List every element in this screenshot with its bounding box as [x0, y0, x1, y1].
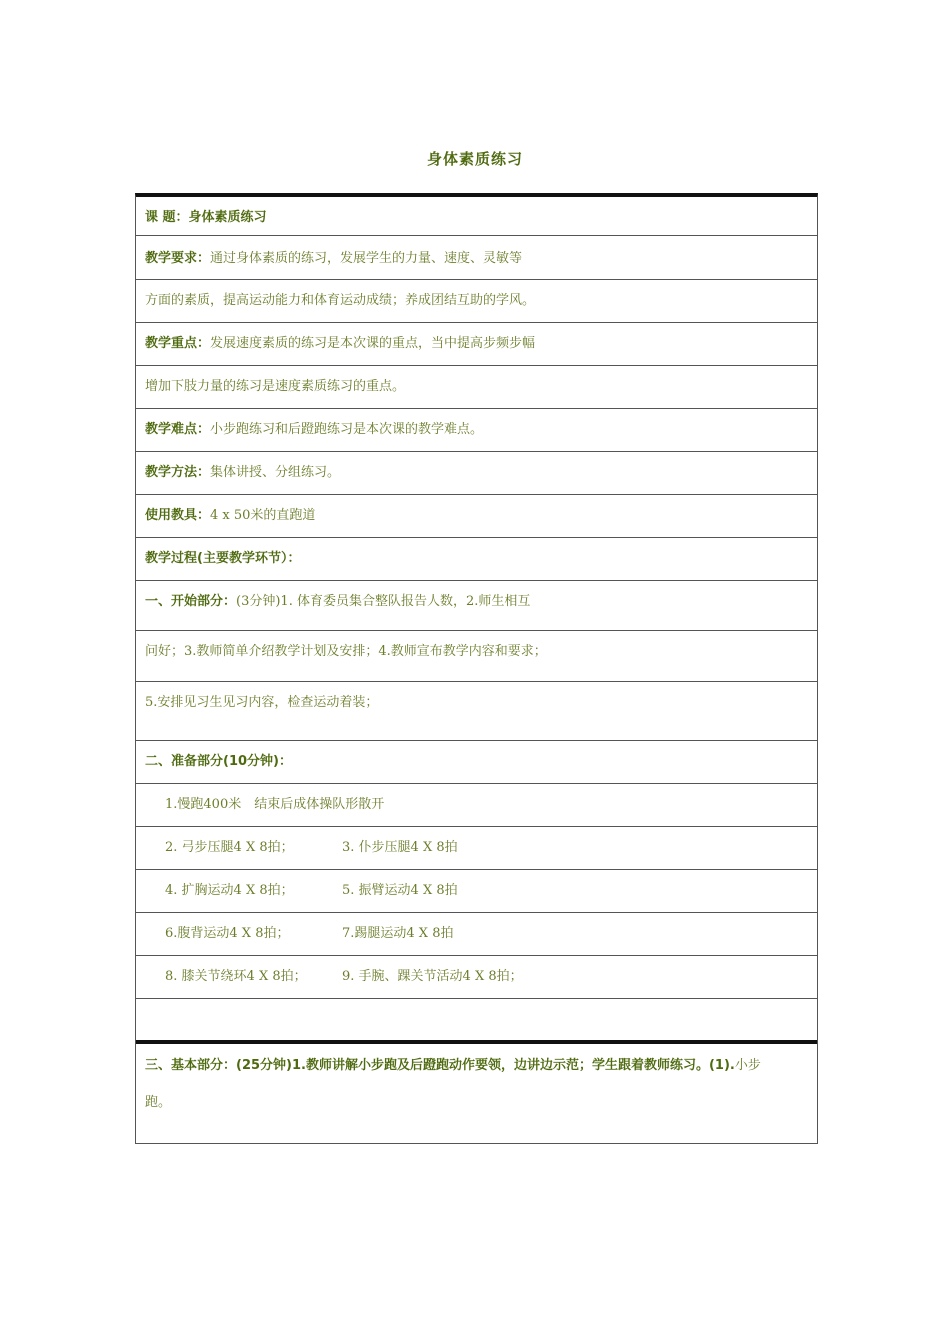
process-label: 教学过程(主要教学环节）：: [145, 551, 301, 566]
prep-item-9: 9. 手腕、踝关节活动4 X 8拍；: [342, 969, 523, 984]
basic-part-text-tail: 小步: [734, 1058, 761, 1073]
prep-item-2: 2. 弓步压腿4 X 8拍；: [165, 840, 294, 855]
table-row-empty: [136, 999, 817, 1044]
start-part-text-2: 问好；3.教师简单介绍教学计划及安排；4.教师宣布教学内容和要求；: [145, 644, 547, 659]
table-row-process: [136, 538, 817, 581]
prep-part-label: 二、准备部分(10分钟)：: [145, 754, 292, 769]
start-part-label: 一、开始部分：: [145, 594, 237, 609]
topic-value: 身体素质练习: [188, 210, 267, 225]
table-row-basic-part: [136, 1044, 817, 1143]
difficulties-label: 教学难点：: [145, 422, 211, 437]
topic-label: 课 题：: [145, 210, 189, 225]
prep-item-6: 6.腹背运动4 X 8拍；: [165, 926, 290, 941]
table-row-prep-4: [136, 913, 817, 956]
table-row-prep-1: [136, 784, 817, 827]
table-row-methods: [136, 452, 817, 495]
key-points-text-1: 发展速度素质的练习是本次课的重点，当中提高步频步幅: [210, 336, 536, 351]
prep-item-8: 8. 膝关节绕环4 X 8拍；: [165, 969, 307, 984]
prep-item-3: 3. 仆步压腿4 X 8拍: [342, 840, 458, 855]
prep-item-5: 5. 振臂运动4 X 8拍: [342, 883, 458, 898]
table-row-prep-5: [136, 956, 817, 999]
table-row-equipment: [136, 495, 817, 538]
key-points-text-2: 增加下肢力量的练习是速度素质练习的重点。: [145, 379, 406, 394]
key-points-label: 教学重点：: [145, 336, 211, 351]
table-row-start-part-3: [136, 682, 817, 741]
basic-part-text-2: 跑。: [145, 1095, 172, 1110]
prep-item-1: 1.慢跑400米 结束后成体操队形散开: [165, 797, 385, 812]
table-row-prep-part: [136, 741, 817, 784]
table-row-start-part-2: [136, 631, 817, 682]
table-row-difficulties: [136, 409, 817, 452]
lesson-plan-table: [135, 193, 818, 1144]
table-row-key-points-1: [136, 323, 817, 366]
difficulties-text: 小步跑练习和后蹬跑练习是本次课的教学难点。: [210, 422, 484, 437]
start-part-text-1: (3分钟)1. 体育委员集合整队报告人数，2.师生相互: [236, 594, 531, 609]
prep-item-4: 4. 扩胸运动4 X 8拍；: [165, 883, 294, 898]
methods-text: 集体讲授、分组练习。: [210, 465, 341, 480]
table-row-prep-3: [136, 870, 817, 913]
requirements-text-1: 通过身体素质的练习，发展学生的力量、速度、灵敏等: [210, 251, 523, 266]
start-part-text-3: 5.安排见习生见习内容，检查运动着装；: [145, 695, 379, 710]
prep-item-7: 7.踢腿运动4 X 8拍: [342, 926, 454, 941]
equipment-text: 4 x 50米的直跑道: [210, 508, 316, 523]
table-row-start-part-1: [136, 581, 817, 631]
requirements-label: 教学要求：: [145, 251, 211, 266]
equipment-label: 使用教具：: [145, 508, 211, 523]
page-title: 身体素质练习: [426, 150, 523, 168]
basic-part-text-bold: 三、基本部分：(25分钟)1.教师讲解小步跑及后蹬跑动作要领，边讲边示范；学生跟着教师练习。(1).: [145, 1058, 735, 1073]
table-row-requirements-2: [136, 280, 817, 323]
table-row-prep-2: [136, 827, 817, 870]
requirements-text-2: 方面的素质，提高运动能力和体育运动成绩；养成团结互助的学风。: [145, 293, 536, 308]
table-row-topic: [136, 197, 817, 236]
methods-label: 教学方法：: [145, 465, 211, 480]
table-row-key-points-2: [136, 366, 817, 409]
table-row-requirements-1: [136, 236, 817, 280]
